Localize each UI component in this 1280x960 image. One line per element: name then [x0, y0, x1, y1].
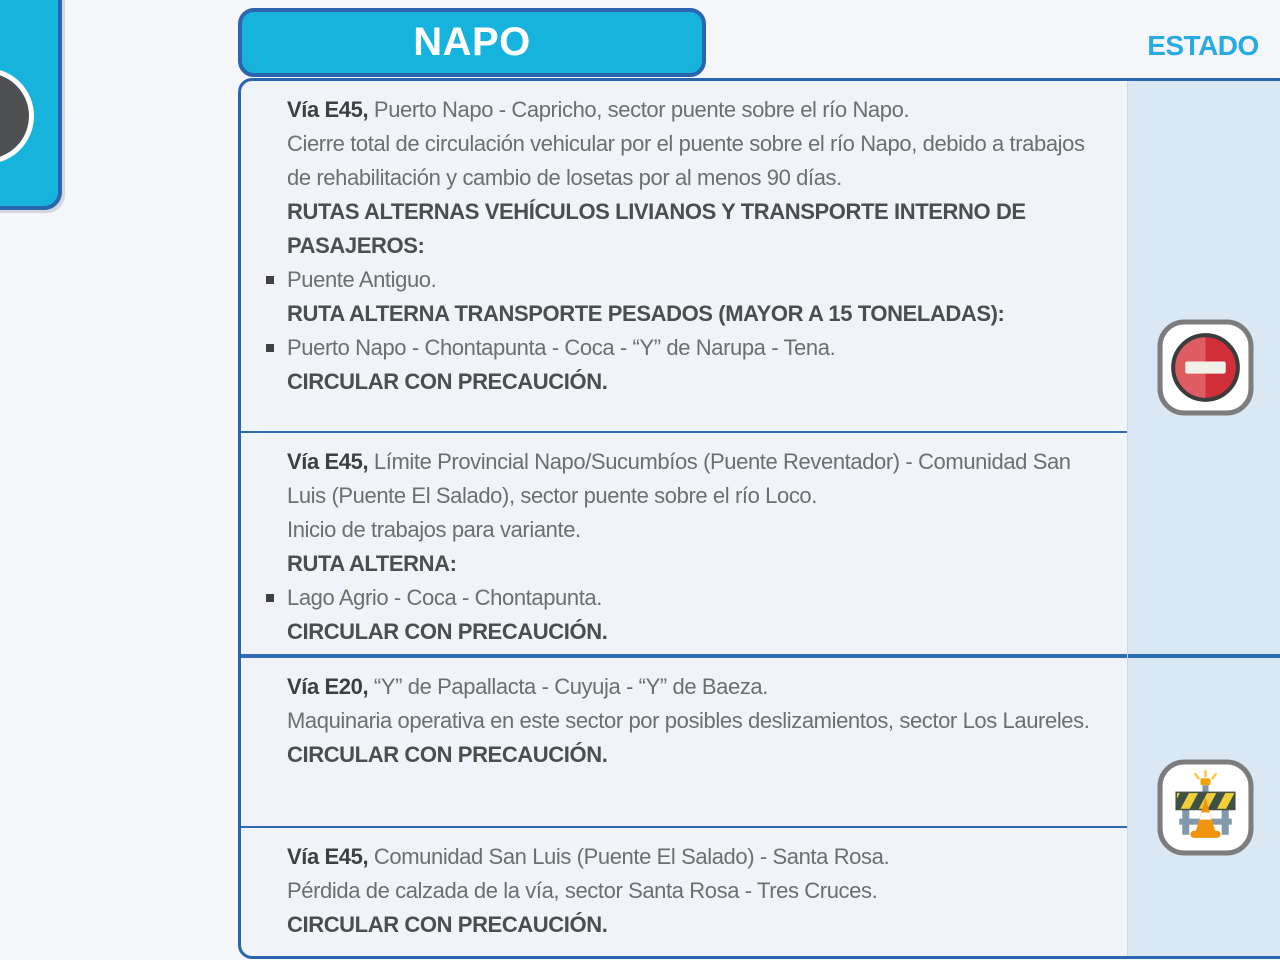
- road-code: Vía E45,: [287, 97, 369, 122]
- estado-column: [1127, 81, 1280, 956]
- estado-column-header: ESTADO: [1147, 30, 1259, 61]
- road-text: “Y” de Papallacta - Cuyuja - “Y” de Baeza.: [368, 674, 768, 699]
- road-rows: [241, 81, 1127, 956]
- section-header: CIRCULAR CON PRECAUCIÓN.: [287, 912, 608, 937]
- section-header: RUTAS ALTERNAS VEHÍCULOS LIVIANOS Y TRANSPORTE INTERNO DE PASAJEROS:: [287, 199, 1026, 258]
- road-description: Maquinaria operativa en este sector por posibles deslizamientos, sector Los Laureles.: [287, 708, 1090, 733]
- section-header: CIRCULAR CON PRECAUCIÓN.: [287, 369, 608, 394]
- road-text: Puerto Napo - Capricho, sector puente sobre el río Napo.: [368, 97, 910, 122]
- road-text: Límite Provincial Napo/Sucumbíos (Puente Reventador) - Comunidad San Luis (Puente El Salado), sector puente sobre el río Loco.: [287, 449, 1071, 508]
- road-status-table: [238, 78, 1280, 959]
- section-header: CIRCULAR CON PRECAUCIÓN.: [287, 742, 608, 767]
- road-description: Inicio de trabajos para variante.: [287, 517, 581, 542]
- no-entry-icon: [1157, 319, 1254, 416]
- roadwork-barrier-icon: [1157, 759, 1254, 856]
- road-description: Cierre total de circulación vehicular por el puente sobre el río Napo, debido a trabajos de rehabilitación y cambio de losetas por al menos 90 días.: [287, 131, 1085, 190]
- estado-cell-caution: [1128, 658, 1280, 956]
- section-header: RUTA ALTERNA TRANSPORTE PESADOS (MAYOR A 15 TONELADAS):: [287, 301, 1005, 326]
- table-row: [241, 433, 1127, 658]
- section-header: RUTA ALTERNA:: [287, 551, 457, 576]
- section-header: CIRCULAR CON PRECAUCIÓN.: [287, 619, 608, 644]
- alternate-route-item: Puente Antiguo.: [287, 263, 1111, 297]
- road-description: [287, 840, 1111, 874]
- alternate-route-item: Lago Agrio - Coca - Chontapunta.: [287, 581, 1111, 615]
- table-row: [241, 658, 1127, 828]
- table-row: [241, 81, 1127, 433]
- estado-cell-closure: [1128, 81, 1280, 658]
- road-description: [287, 93, 1111, 127]
- road-code: Vía E45,: [287, 449, 369, 474]
- alternate-route-item: Puerto Napo - Chontapunta - Coca - “Y” de Narupa - Tena.: [287, 331, 1111, 365]
- road-text: Comunidad San Luis (Puente El Salado) - Santa Rosa.: [368, 844, 890, 869]
- prev-arrow-icon[interactable]: [0, 68, 34, 164]
- region-tab-label: NAPO: [413, 20, 531, 64]
- carousel-prev-fragment[interactable]: [0, 0, 62, 210]
- table-row: [241, 828, 1127, 956]
- tab-region-napo[interactable]: [238, 8, 706, 77]
- road-code: Vía E45,: [287, 844, 369, 869]
- road-description: Pérdida de calzada de la vía, sector Santa Rosa - Tres Cruces.: [287, 878, 878, 903]
- road-description: [287, 445, 1111, 513]
- road-description: [287, 670, 1111, 704]
- road-code: Vía E20,: [287, 674, 369, 699]
